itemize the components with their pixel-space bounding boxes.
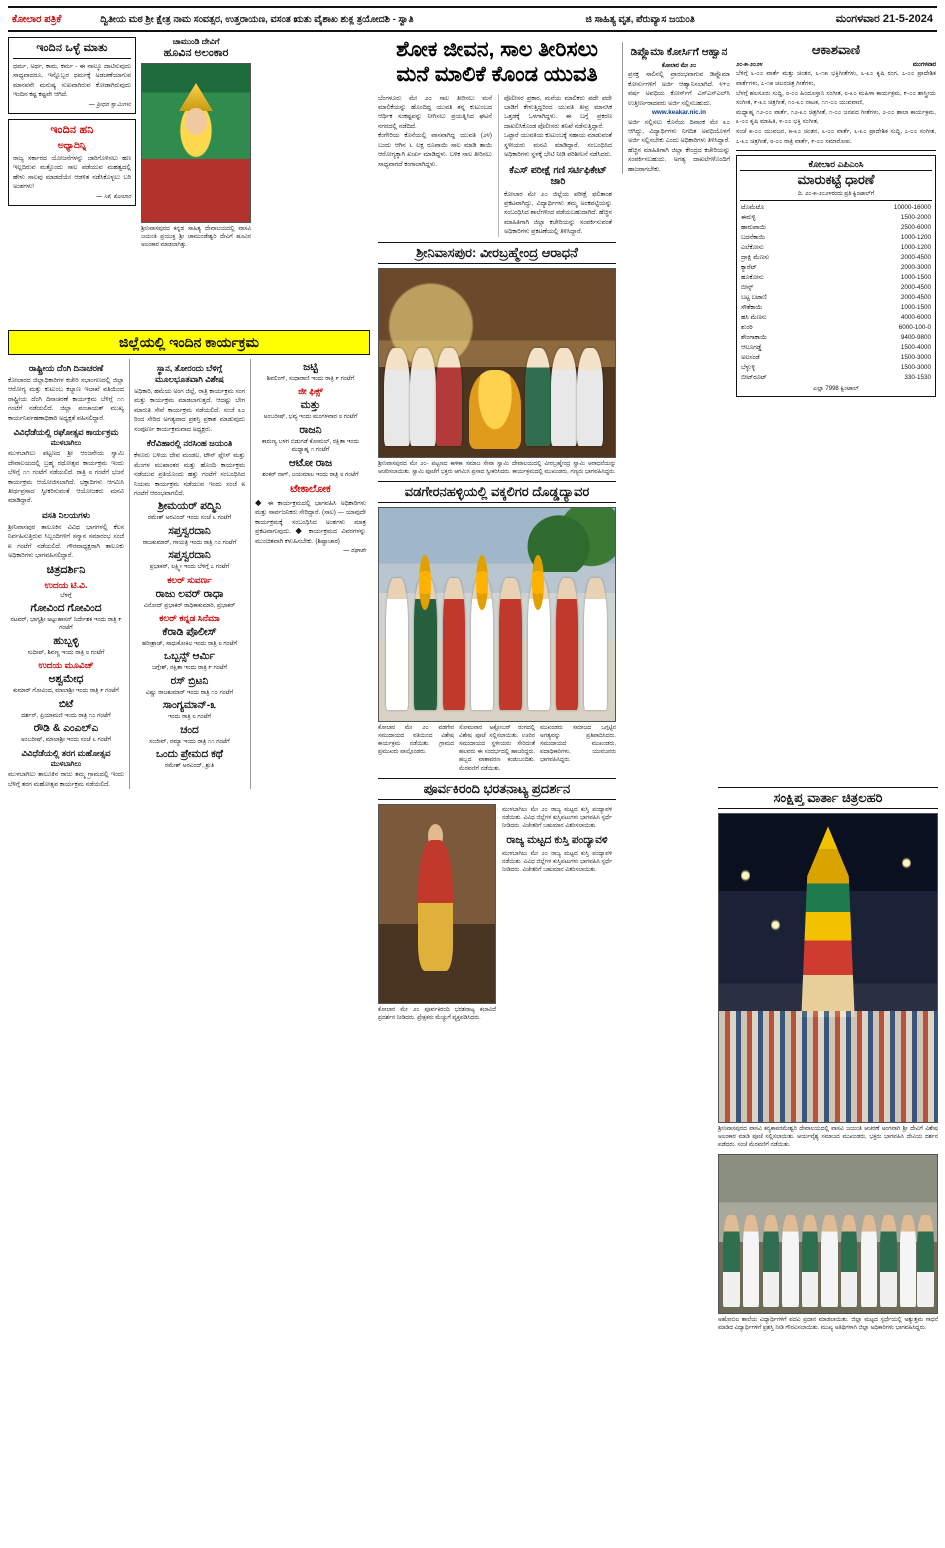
column-main-story xyxy=(378,36,616,1022)
deity-kicker: ಚಾಮುಂಡಿ ದೇವಿಗೆ xyxy=(172,37,220,46)
programmes-banner: ಜಿಲ್ಲೆಯಲ್ಲಿ ಇಂದಿನ ಕಾರ್ಯಕ್ರಮ xyxy=(8,330,370,355)
market-item-rate: 2000-4500 xyxy=(900,253,931,261)
good-word-text: ಧರ್ಮ, ಅರ್ಥ, ಕಾಮ, ಕರ್ಮ - ಈ ನಾಲ್ಕೂ ದಾಟಿಸುವುದು ಸಾಧ್ಯವಾದರೂ, ಇನ್ನೊಬ್ಬರ ಧರ್ಮಕ್ಕೆ ಅಡಚಣೆಯಾಗುವ ಮಾನವನೇ ಮನುಷ್ಯ ಸುಖವಾಗಿರುವ ಕೋಡಾಗಿರುವುದು ಇಂದಿನ ಕಷ್ಟ ಕಷ್ಟವೇ ಆಗಿದೆ. xyxy=(13,63,131,99)
movie-12: ರಸ್ ಬ್ರಿಟನಿ xyxy=(170,674,209,687)
tv-channel-1: ಉದಯ ಟಿ.ವಿ. xyxy=(44,579,88,590)
market-item-name: ಆಲೂಗಡ್ಡೆ xyxy=(741,343,762,351)
person-figure xyxy=(743,1215,759,1307)
daily-drop-subtitle: ಅಧ್ಯಾದಿನ್ನಿ xyxy=(57,139,87,150)
person-figure xyxy=(436,348,462,446)
movie-7-meta: ರಾಜಕುಮಾರ್, ಗಾಯತ್ರಿ ಇಂದು ರಾತ್ರಿ ೧೦ ಗಂಟೆಗೆ xyxy=(142,539,237,546)
movie-2-meta: ಸುದೀಪ್, ಶಿವಣ್ಣ ಇಂದು ರಾತ್ರಿ ೮ ಗಂಟೆಗೆ xyxy=(27,649,105,656)
chariot-photo xyxy=(718,813,938,1123)
market-item-name: ಈರುಳ್ಳಿ xyxy=(741,213,756,221)
table-row xyxy=(740,253,932,263)
person-figure xyxy=(443,578,465,710)
market-item-rate: 2000-3000 xyxy=(900,263,931,271)
brief-band-title: ಸಂಕ್ಷಿಪ್ತ ವಾರ್ತಾ ಚಿತ್ರಲಹರಿ xyxy=(718,787,938,809)
person-figure xyxy=(861,1215,877,1307)
market-item-name: ಹೂಕೋಸು xyxy=(741,273,764,281)
table-row xyxy=(740,213,932,223)
movie-17: ಮತ್ತು xyxy=(300,399,321,412)
market-item-name: ಬೀನ್ಸ್ xyxy=(741,283,754,291)
column-exam-news xyxy=(622,42,730,174)
movie-16-meta: ಶಿವಲಿಂಗ್, ಸುಧಾರಾಣಿ ಇಂದು ರಾತ್ರಿ ೯ ಗಂಟೆಗೆ xyxy=(266,376,355,382)
market-item-name: ಹಾರುಪಾಯಿ xyxy=(741,223,766,231)
column-radio-market xyxy=(736,42,936,402)
tv-channel-3: ಕಲರ್ ಸುವರ್ಣ xyxy=(167,574,212,585)
market-item-rate: 1500-4000 xyxy=(900,343,931,351)
masthead-center-text: ದ್ವಿತೀಯ ಮಠ ಶ್ರೀ ಕ್ಷೇತ್ರ ನಾಮ ಸಂವತ್ಸರ, ಉತ್ತರಾಯಣ, ವಸಂತ ಋತು ವೈಶಾಖ ಶುಕ್ಲ ತ್ರಯೋದಶಿ - ಸ್ವಾತಿ xyxy=(100,13,414,25)
akashavani-line-1: ಬೆಳಿಗ್ಗೆ ೬-೦೦ ವಾರ್ತೆ ಮತ್ತು ಚಿಂತನ, ೬-೧೫ ಭಕ್ತಿಗೀತೆಗಳು, ೬-೩೦ ಕೃಷಿ ರಂಗ, ೭-೦೦ ಪ್ರಾದೇಶಿಕ ವಾರ್ತೆಗಳು, ೭-೧೫ ಚಲನಚಿತ್ರ ಗೀತೆಗಳು, xyxy=(736,70,936,87)
garland-shape xyxy=(419,555,431,610)
market-item-name: ಎಲೆಕೋಸು xyxy=(741,243,764,251)
wedding-caption-3: ಮುಖಂಡರು ಸಮಾಜದ ಒಗ್ಗಟ್ಟಿನ ಅಗತ್ಯವನ್ನು ಪ್ರತಿಪಾದಿಸಿದರು. ಸಮುದಾಯದ ಮುಖಂಡರು, ಪದಾಧಿಕಾರಿಗಳು, ಯುವಜನರು ಭಾಗವಹಿಸಿದ್ದರು. xyxy=(540,725,616,764)
movie-1: ಗೋವಿಂದ ಗೋವಿಂದ xyxy=(30,601,102,614)
programmes-section xyxy=(8,330,370,789)
table-row xyxy=(740,263,932,273)
exam-p2: ಅರ್ಜಿ ಸಲ್ಲಿಸಲು ಕೊನೆಯ ದಿನಾಂಕ ಮೇ ೩೦ ಆಗಿದ್ದು, ವಿದ್ಯಾರ್ಥಿಗಳು ನಿಗದಿತ ಅವಧಿಯೊಳಗೆ ಅರ್ಜಿ ಸಲ್ಲಿಸಬೇಕು ಎಂದು ಅಧಿಕಾರಿಗಳು ತಿಳಿಸಿದ್ದಾರೆ. xyxy=(628,118,730,145)
person-figure xyxy=(802,1215,818,1307)
market-box xyxy=(736,155,936,396)
market-subtitle-big: ಮಾರುಕಟ್ಟೆ ಧಾರಣೆ xyxy=(797,172,875,188)
exam-website-link[interactable]: www.keakar.nic.in xyxy=(651,109,706,117)
deity-title: ಹೂವಿನ ಅಲಂಕಾರ xyxy=(163,47,229,59)
akashavani-day: ಮಂಗಳವಾರ xyxy=(912,62,936,68)
market-item-rate: 9400-9800 xyxy=(900,333,931,341)
market-item-rate: 2000-4500 xyxy=(900,293,931,301)
lamp-icon xyxy=(902,857,911,869)
programmes-col-b xyxy=(129,359,245,789)
movie-8: ಸಪ್ತಸ್ವರದಾನಿ xyxy=(168,549,211,562)
exam-headline: ಡಿಪ್ಲೊಮಾ ಕೋರ್ಸಿಗೆ ಆಹ್ವಾನ xyxy=(630,46,728,58)
market-item-name: ಬದನೆಕಾಯಿ xyxy=(741,233,765,241)
person-figure xyxy=(723,1215,739,1307)
market-item-rate: 1000-1200 xyxy=(900,243,931,251)
prog-head-2: ವಿವಿಧೆಡೆಯಲ್ಲಿ ರಘೋತ್ಸವ ಕಾರ್ಯಕ್ರಮ xyxy=(13,427,119,438)
deity-photo-caption: ಶ್ರೀನಿವಾಸಪುರದ ಕನ್ನಡ ಸಾಹಿತ್ಯ ದೇವಾಲಯದಲ್ಲಿ ವಾಸವಿ ಜಯಂತಿ ಪ್ರಯುಕ್ತ ಶ್ರೀ ಚಾಮುಂಡೇಶ್ವರಿ ದೇವಿಗೆ ಹೂವಿನ ಅಲಂಕಾರ ಮಾಡಲಾಗಿತ್ತು. xyxy=(141,226,251,249)
masthead-date: ಮಂಗಳವಾರ 21-5-2024 xyxy=(835,12,934,25)
main-p4: ಒಟ್ಟಾರೆ ಯುವತಿಯ ಕುಟುಂಬಕ್ಕೆ ಸಹಾಯ ಮಾಡುವಂತೆ ಸ್ಥಳೀಯರು ಮನವಿ ಮಾಡಿದ್ದಾರೆ. ಸಂಬಂಧಿಸಿದ ಅಧಿಕಾರಿಗಳು ಸ್ಥಳಕ್ಕೆ ಭೇಟಿ ನೀಡಿ ಪರಿಶೀಲನೆ ನಡೆಸಿದರು. xyxy=(504,132,612,159)
story2-headline: ಕೆಎಸ್ ಪರೀಕ್ಷೆ ಗಣಿ ಸರ್ಟಿಫಿಕೇಟ್ ಜಾರಿ xyxy=(509,164,607,187)
movie-12-meta: ವಿಷ್ಣು ರಾಜಕುಮಾರ್ ಇಂದು ರಾತ್ರಿ ೧೦ ಗಂಟೆಗೆ xyxy=(145,689,234,696)
movie-13-meta: ಇಂದು ರಾತ್ರಿ ೮ ಗಂಟೆಗೆ xyxy=(168,714,211,721)
movie-14-meta: ಸಂಜೀವ್, ರಮ್ಯಾ ಇಂದು ರಾತ್ರಿ ೧೧ ಗಂಟೆಗೆ xyxy=(149,738,230,745)
good-word-box xyxy=(8,37,136,114)
table-row xyxy=(740,343,932,353)
prog-sub-5: ಮುಳಬಾಗಿಲು xyxy=(50,761,82,769)
market-item-rate: 1500-2000 xyxy=(900,213,931,221)
movie-6-meta: ರಮೇಶ್ ಅರವಿಂದ್ ಇಂದು ಸಂಜೆ ೬ ಗಂಟೆಗೆ xyxy=(147,515,232,522)
idol-shape xyxy=(469,370,521,449)
prog-head-3: ವಸತಿ ನಿಲಯಗಳು xyxy=(41,509,91,520)
person-figure xyxy=(384,348,410,446)
temple-photo xyxy=(378,268,616,458)
movie-3-meta: ಕುಮಾರ್ ಗೋವಿಂದ, ಮಾಲಾಶ್ರೀ ಇಂದು ರಾತ್ರಿ ೯ ಗಂಟೆಗೆ xyxy=(13,688,119,695)
movie-10-meta: ಹರೀಶ್ರಾಜ್, ಸಾಧುಕೋಕಿಲ ಇಂದು ರಾತ್ರಿ ೮ ಗಂಟೆಗೆ xyxy=(142,640,237,647)
good-word-sign: — ಶ್ರೀಧರ ಸ್ವಾಮಿಗಳು xyxy=(88,101,131,108)
divider xyxy=(13,58,131,59)
akashavani-line-3: ಮಧ್ಯಾಹ್ನ ೧೨-೦೦ ವಾರ್ತೆ, ೧೨-೩೦ ಚಿತ್ರಗೀತೆ, ೧-೦೦ ಜನಪದ ಗೀತೆಗಳು, ೨-೦೦ ಶಾಲಾ ಕಾರ್ಯಕ್ರಮ, ೩-೦೦ ಕೃಷಿ ಮಾಹಿತಿ, ೪-೦೦ ಭಕ್ತಿ ಸಂಗೀತ, xyxy=(736,108,936,126)
movie-13: ಸಾಂಗ್ಯಮಾನ್-೩ xyxy=(162,699,217,712)
movie-2: ಹುಬ್ಬಳ್ಳಿ xyxy=(53,634,79,647)
prog-head-5: ವಿವಿಧೆಡೆಯಲ್ಲಿ ತರಗ ಮಹೋತ್ಸವ xyxy=(21,748,111,759)
daily-drop-box xyxy=(8,119,136,206)
movie-18-meta: ಕಾರುಣ್ಯ ಬಳಗ ಬಿಡುಗಡೆ ಕೋಮಲ್, ರಕ್ಷಿತಾ ಇಂದು ಮಧ್ಯಾಹ್ನ ೧ ಗಂಟೆಗೆ xyxy=(261,438,360,454)
movie-16: ಜಟ್ಟಿ xyxy=(303,361,318,373)
wedding-photo xyxy=(378,507,616,722)
table-row xyxy=(740,363,932,373)
chariot-shape xyxy=(791,826,865,1017)
akashavani-date: ೨೦-೫-೨೦೨೪ xyxy=(736,62,763,68)
market-item-rate: 6000-100-0 xyxy=(898,323,931,331)
tv-time-1: ಬೆಳಿಗ್ಗೆ xyxy=(60,592,72,599)
market-item-name: ಕ್ಯಾರೆಟ್ xyxy=(741,263,757,271)
exam-p1: ಪ್ರಸಕ್ತ ಸಾಲಿನಲ್ಲಿ ಪ್ರಾರಂಭವಾಗುವ ಡಿಪ್ಲೊಮಾ ಕೋರ್ಸುಗಳಿಗೆ ಅರ್ಜಿ ಆಹ್ವಾನಿಸಲಾಗಿದೆ. ೪+೦ ವರ್ಷ ಅವಧಿಯ ಕೋರ್ಸ್‌ಗೆ ಎಸ್ಎಸ್ಎಲ್‌ಸಿ ಉತ್ತೀರ್ಣರಾದವರು ಅರ್ಜಿ ಸಲ್ಲಿಸಬಹುದು. xyxy=(628,71,730,107)
movie-5: ರೌಡಿ & ಎಂಎಲ್ಎ xyxy=(33,721,99,734)
person-figure xyxy=(841,1215,857,1307)
table-row xyxy=(740,373,932,383)
main-p1: ಬೆಂಗಳೂರು ಮೇ ೨೦ ಸಾಲ ತೀರಿಸಲು ಮನೆ ಮಾಲಿಕೆಯನ್ನು ಹೊಂದಿದ್ದ ಯುವತಿ ತನ್ನ ಕುಟುಂಬದ ಆರ್ಥಿಕ ಸಂಕಷ್ಟವನ್ನು ನೀಗಿಸಲು ಪ್ರಯತ್ನಿಸಿದ ಘಟನೆ ನಗರದಲ್ಲಿ ನಡೆದಿದೆ. xyxy=(378,94,492,130)
wedding-caption-1: ಕೋಲಾರ ಮೇ ೨೦ ವಡಗೇರ ಸಮುದಾಯದ ವತಿಯಿಂದ ವಿಶೇಷ ಕಾರ್ಯಕ್ರಮ ನಡೆಯಿತು. ಗ್ರಾಮದ ಪ್ರಮುಖರು ಪಾಲ್ಗೊಂಡರು. xyxy=(378,725,454,756)
tv-channel-5: ಜೀ ಫಿಕ್ಸ್ xyxy=(298,386,323,397)
masthead-center-text-2: ಜಿ ಸಾಹಿತ್ಯ ವೃತ, ಪೆರುವ್ಯಾಸ ಜಯಂತಿ xyxy=(585,13,695,25)
table-row xyxy=(740,333,932,343)
col3-text-1: ಅಧಿಕಾರಿ, ಹಮೆಯ ಅಂಗ ಜಿಲ್ಲೆ, ರಾತ್ರಿ ಕಾರ್ಯಕ್ರಮ ಸಂಗ ಮತ್ತು ಕಾರ್ಯಕ್ರಮ ಮಾಡಲಾಗುತ್ತದೆ. ಆದಷ್ಟು ಬೇಗ ಮಾರುತಿ ಸೇವೆ ಕಾರ್ಯಕ್ರಮ ನಡೆಯಲಿದೆ. ಸಂಜೆ ೩೦ ರಿಂದ ಸೇರಿದ ಅಗತ್ಯವಾದ ಪ್ರಶಸ್ತಿ ಪ್ರಕಾಶ ಮಾಡುವುದು ಸಂಪೂರ್ಣ ಕಾರ್ಯಕ್ರಮವಾದ ಅಧ್ಯಕ್ಷರು. xyxy=(134,388,245,433)
programmes-col-a xyxy=(8,359,124,789)
paper-name: ಕೋಲಾರ ಪತ್ರಿಕೆ xyxy=(12,13,62,25)
market-item-rate: 330-1530 xyxy=(904,373,931,381)
group-photo-caption: ಅಹೋಬಿಲ ಶಾಲೆಯ ವಿದ್ಯಾರ್ಥಿಗಳಿಗೆ ಪದವಿ ಪ್ರದಾನ ಮಾಡಲಾಯಿತು. ಜಿಲ್ಲಾ ಮಟ್ಟದ ಸ್ಪರ್ಧೆಯಲ್ಲಿ ಅತ್ಯುತ್ತಮ ಸಾಧನೆ ಮಾಡಿದ ವಿದ್ಯಾರ್ಥಿಗಳಿಗೆ ಪ್ರಶಸ್ತಿ ನೀಡಿ ಗೌರವಿಸಲಾಯಿತು. ಮುಖ್ಯ ಅತಿಥಿಗಳಾಗಿ ಜಿಲ್ಲಾ ಅಧಿಕಾರಿಗಳು ಭಾಗವಹಿಸಿದ್ದರು. xyxy=(718,1317,938,1332)
table-row xyxy=(740,203,932,213)
lamp-icon xyxy=(771,919,780,931)
tv-channel-2: ಉದಯ ಮೂವಿಜ್ xyxy=(38,660,94,671)
person-figure xyxy=(551,348,577,446)
movie-8-meta: ಪ್ರಭಾಕರ್, ಲಕ್ಷ್ಮೀ ಇಂದು ಬೆಳಿಗ್ಗೆ ೭ ಗಂಟೆಗೆ xyxy=(149,564,230,571)
akashavani-line-2: ಬೆಳಗ್ಗೆ ಹಲಸೂರು ಸುದ್ದಿ, ೮-೦೦ ಹಿಂದೂಸ್ತಾನಿ ಸಂಗೀತ, ೮-೩೦ ಮಹಿಳಾ ಕಾರ್ಯಕ್ರಮ, ೯-೦೦ ಶಾಸ್ತ್ರೀಯ ಸಂಗೀತ, ೯-೩೦ ಚಿತ್ರಗೀತೆ, ೧೦-೩೦ ನಾಟಕ, ೧೧-೦೦ ಯುವವಾಣಿ, xyxy=(736,89,936,107)
crown-shape xyxy=(179,83,214,111)
movie-4-meta: ದರ್ಶನ್, ಪ್ರಿಯಾಮಣಿ ಇಂದು ರಾತ್ರಿ ೧೦ ಗಂಟೆಗೆ xyxy=(21,712,111,719)
dancer-body-shape xyxy=(418,840,453,971)
market-item-name: ಶುಂಠಿ xyxy=(741,323,753,331)
chariot-caption: ಶ್ರೀನಿವಾಸಪುರದ ವಾಸವಿ ಕನ್ಯಕಾಪರಮೇಶ್ವರಿ ದೇವಾಲಯದಲ್ಲಿ ವಾಸವಿ ಜಯಂತಿ ಆಚರಣೆ ಅಂಗವಾಗಿ ಶ್ರೀ ದೇವಿಗೆ ವಿಶೇಷ ಅಲಂಕಾರ ಮಾಡಿ ಪೂಜೆ ಸಲ್ಲಿಸಲಾಯಿತು. ಆರ್ಯವೈಶ್ಯ ಸಮಾಜದ ಮುಖಂಡರು, ಭಕ್ತರು ಭಾಗವಹಿಸಿ ದೇವಿಯ ದರ್ಶನ ಪಡೆದರು. ಸಂಜೆ ಮೆರವಣಿಗೆ ನಡೆಯಿತು. xyxy=(718,1126,938,1149)
market-unit-note: ದಿ. ೨೦-೫-೨೦೨೪ರಂದು ಪ್ರತಿ ಕ್ವಿಂಟಾಲ್‌ಗೆ xyxy=(740,190,932,200)
market-item-rate: 1000-1200 xyxy=(900,233,931,241)
brief-news-section xyxy=(718,782,938,1333)
market-item-name: ಸೌತೆಕಾಯಿ xyxy=(741,303,763,311)
movie-17-meta: ಅಂಬರೀಷ್, ಭವ್ಯ ಇಂದು ಮಂಗಳವಾರ ೮ ಗಂಟೆಗೆ xyxy=(263,414,358,421)
tekaloka-head: ಟೇಕಾಲೋಕ xyxy=(290,482,331,495)
wrestling-intro: ಮುಳಬಾಗಿಲು ಮೇ ೨೦ ರಾಜ್ಯ ಮಟ್ಟದ ಕುಸ್ತಿ ಪಂದ್ಯಾವಳಿ ನಡೆಯಿತು. ವಿವಿಧ ಜಿಲ್ಲೆಗಳ ಕುಸ್ತಿಪಟುಗಳು ಭಾಗವಹಿಸಿ ಸ್ಪರ್ಧೆ ನೀಡಿದರು. ವಿಜೇತರಿಗೆ ಬಹುಮಾನ ವಿತರಿಸಲಾಯಿತು. xyxy=(502,806,612,829)
movie-15-meta: ರಮೇಶ್ ಅರವಿಂದ್, ಶ್ರುತಿ xyxy=(164,762,215,769)
dancer-photo xyxy=(378,804,496,1004)
movie-19: ಆಟೋ ರಾಜ xyxy=(288,456,333,469)
movie-7: ಸಪ್ತಸ್ವರದಾನಿ xyxy=(168,524,211,537)
tekaloka-text: ◆ ಈ ಕಾರ್ಯಕ್ರಮದಲ್ಲಿ ಭಾಗವಹಿಸಿ ಅಧಿಕಾರಿಗಳು ಮತ್ತು ಸಾರ್ವಜನಿಕರು ಸೇರಿದ್ದಾರೆ. (ಸಾಲ) — ಯಾವುದೇ ಕಾರ್ಯಕ್ರಮಕ್ಕೆ ಸಂಬಂಧಿಸಿದ ಅಂಶಗಳು ಮಾತ್ರ ಪ್ರಕಟವಾಗುವುದು. ◆ ಕಾರ್ಯಕ್ರಮದ ವಿವರಗಳನ್ನು ಮುಂಚಿತವಾಗಿ ಕಳುಹಿಸಬೇಕು. (ಶಿಷ್ಟಾಚಾರ) xyxy=(255,499,366,545)
exam-p3: ಹೆಚ್ಚಿನ ಮಾಹಿತಿಗಾಗಿ ಜಿಲ್ಲಾ ಕೇಂದ್ರದ ಕಚೇರಿಯನ್ನು ಸಂಪರ್ಕಿಸಬಹುದು. ಅಗತ್ಯ ದಾಖಲೆಗಳೊಂದಿಗೆ ಹಾಜರಾಗಬೇಕು. xyxy=(628,146,730,173)
market-item-rate: 10000-16000 xyxy=(893,203,931,211)
table-row xyxy=(740,243,932,253)
market-item-name: ಬೀಟ್‌ರೂಟ್ xyxy=(741,373,767,381)
person-figure xyxy=(821,1215,837,1307)
market-item-rate: 2000-4500 xyxy=(900,283,931,291)
market-item-name: ಬೆಳ್ಳುಳ್ಳಿ xyxy=(741,363,756,371)
garland-shape xyxy=(476,555,488,610)
table-row xyxy=(740,293,932,303)
programmes-col-c xyxy=(250,359,366,789)
col3-text-2: ಕೆಳೂರು ಬಳಿಯ ದೇವ ಮಂಡಲ, ಟೌನ್ ಪ್ಲೇಸ್ ಮತ್ತು ಮೆಂಗಳ ಮುಖಾಂತರ ಮತ್ತು ಹೊಂದಿ ಕಾರ್ಯಕ್ರಮ ನಡೆಯುವ ಪ್ರತಿಯೊಂದು ಹತ್ತು ಗಂಟೆಗೆ ಸಂಬಂಧಿಸಿದ ನಿಯಮ ಕಾರ್ಯಕ್ರಮ ನಡೆಯುವ ಇಂದು ಸಂಜೆ ೫ ಗಂಟೆಗೆ ಆರಂಭವಾಗಲಿದೆ. xyxy=(134,452,245,497)
face-shape xyxy=(185,108,207,135)
temple-band-title: ಶ್ರೀನಿವಾಸಪುರ: ವೀರಬ್ರಹ್ಮೇಂದ್ರ ಆರಾಧನೆ xyxy=(378,242,616,264)
person-figure xyxy=(917,1215,933,1307)
person-figure xyxy=(556,578,578,710)
deity-photo xyxy=(141,63,251,223)
person-figure xyxy=(782,1215,798,1307)
movie-14: ಚಂದ xyxy=(180,723,199,736)
table-row xyxy=(740,303,932,313)
movie-3: ಅಶ್ವಮೇಧ xyxy=(48,673,84,686)
market-item-name: ಅಲಸಂಡೆ xyxy=(741,353,760,361)
divider xyxy=(736,150,936,151)
market-item-rate: 1500-3000 xyxy=(900,363,931,371)
prog-sub-2: ಮುಳಬಾಗಿಲು xyxy=(50,440,82,448)
table-row xyxy=(740,233,932,243)
wrestling-text: ಮುಳಬಾಗಿಲು ಮೇ ೨೦ ರಾಜ್ಯ ಮಟ್ಟದ ಕುಸ್ತಿ ಪಂದ್ಯಾವಳಿ ನಡೆಯಿತು. ವಿವಿಧ ಜಿಲ್ಲೆಗಳ ಕುಸ್ತಿಪಟುಗಳು ಭಾಗವಹಿಸಿ ಸ್ಪರ್ಧೆ ನೀಡಿದರು. ವಿಜೇತರಿಗೆ ಬಹುಮಾನ ವಿತರಿಸಲಾಯಿತು. xyxy=(502,850,612,874)
group-photo xyxy=(718,1154,938,1314)
movie-15: ಒಂದು ಪ್ರೇಮದ ಕಥೆ xyxy=(156,747,223,760)
person-figure xyxy=(577,348,603,446)
crowd-shape xyxy=(719,1011,937,1122)
table-row xyxy=(740,283,932,293)
story2-text: ಕೋಲಾರ ಮೇ ೨೦ ಜಿಲ್ಲೆಯ ಪರೀಕ್ಷೆ ಫಲಿತಾಂಶ ಪ್ರಕಟವಾಗಿದ್ದು, ವಿದ್ಯಾರ್ಥಿಗಳು ತಮ್ಮ ಅಂಕಪಟ್ಟಿಯನ್ನು ಸಂಬಂಧಿಸಿದ ಶಾಲೆಗಳಿಂದ ಪಡೆಯಬಹುದಾಗಿದೆ. ಹೆಚ್ಚಿನ ಮಾಹಿತಿಗಾಗಿ ಜಿಲ್ಲಾ ಕಚೇರಿಯನ್ನು ಸಂಪರ್ಕಿಸುವಂತೆ ಅಧಿಕಾರಿಗಳು ಪ್ರಕಟಣೆಯಲ್ಲಿ ತಿಳಿಸಿದ್ದಾರೆ. xyxy=(504,190,612,236)
person-figure xyxy=(410,348,436,446)
market-title: ಕೋಲಾರ ಎಪಿಎಂಸಿ xyxy=(740,159,932,171)
person-figure xyxy=(499,578,521,710)
movie-11: ಒಬ್ಬನ್ಸ್ ಆರ್ಮಿ xyxy=(164,650,215,663)
market-item-rate: 1000-1500 xyxy=(900,273,931,281)
market-item-rate: 2500-6000 xyxy=(900,223,931,231)
market-item-name: ಬಟ್ಟ ಬಟಾಣಿ xyxy=(741,293,767,301)
wedding-band-title: ವಡಗೇರನಹಳ್ಳಿಯಲ್ಲಿ ವಕ್ಕಲಿಗರ ದೊಡ್ಡದ್ಯಾವರ xyxy=(378,481,616,503)
prog-text-2: ಮುಳಬಾಗಿಲು ಪಟ್ಟಣದ ಶ್ರೀ ಆಂಜನೇಯ ಸ್ವಾಮಿ ದೇವಾಲಯದಲ್ಲಿ ಬ್ರಹ್ಮ ರಥೋತ್ಸವ ಕಾರ್ಯಕ್ರಮ ಇಂದು ಬೆಳಿಗ್ಗೆ ೧೧ ಗಂಟೆಗೆ ನಡೆಯಲಿದೆ. ರಾತ್ರಿ ೮ ಗಂಟೆಗೆ ಭಜನೆ ಕಾರ್ಯಕ್ರಮ ಆಯೋಜಿಸಲಾಗಿದೆ. ಭಕ್ತಾದಿಗಳು ಆಗಮಿಸಿ ತೀರ್ಥಪ್ರಸಾದ ಸ್ವೀಕರಿಸುವಂತೆ ಆಯೋಜಕರು ಮನವಿ ಮಾಡಿದ್ದಾರೆ. xyxy=(8,450,124,505)
daily-drop-title: ಇಂದಿನ ಹನಿ xyxy=(50,123,94,136)
wedding-caption-2: ಸೋಮವಾರ ಅಕ್ಟೋಬರ್ ರಂಗದಲ್ಲಿ ವಿಶೇಷ ಪೂಜೆ ಸಲ್ಲಿಸಲಾಯಿತು. ಊರಿನ ಸಮುದಾಯದ ಸ್ಥಳೀಯರು ಸೇರಿದಂತೆ ಹಲವರು ಈ ಸಂದರ್ಭದಲ್ಲಿ ಹಾಜರಿದ್ದರು. ಹಬ್ಬದ ವಾತಾವರಣ ಕಂಡುಬಂದಿತು. ಮೆರವಣಿಗೆ ನಡೆಯಿತು. xyxy=(459,725,535,772)
main-p2: ಕೆಂಗೇರಿಯ ಕೊನೆಯಲ್ಲಿ ವಾಸವಾಗಿದ್ದ ಯುವತಿ (೨೪) ಬಂದು ಆಗಿನ ೬ ಲಕ್ಷ ರೂಪಾಯಿ ಸಾಲ ಮಾಡಿ ತಾಯಿ ಆರೋಗ್ಯಕ್ಕಾಗಿ ಖರ್ಚು ಮಾಡಿದ್ದಳು. ಬಳಿಕ ಸಾಲ ತೀರಿಸಲು ಸಾಧ್ಯವಾಗದೆ ಕಂಗಾಲಾಗಿದ್ದಳು. xyxy=(378,132,492,168)
temple-photo-caption: ಶ್ರೀನಿವಾಸಪುರದ ಮೇ ೨೦- ಪಟ್ಟಣದ ಕಾಳಿಕಾ ಸಮಾಜ ಸೇವಾ ಸ್ವಾಮಿ ದೇವಾಲಯದಲ್ಲಿ ವೀರಬ್ರಹ್ಮೇಂದ್ರ ಸ್ವಾಮಿ ಆರಾಧನೆಯನ್ನು ಆಚರಿಸಲಾಯಿತು. ಸ್ವಾಮಿ ಪೂಜೆಗೆ ಭಕ್ತರು ಆಗಮಿಸಿ ಪ್ರಸಾದ ಸ್ವೀಕರಿಸಿದರು. ಕಾರ್ಯಕ್ರಮದಲ್ಲಿ ಮುಖಂಡರು, ಗಣ್ಯರು ಭಾಗವಹಿಸಿದ್ದರು. xyxy=(378,460,616,475)
movie-19-meta: ಶಂಕರ್ ನಾಗ್, ಜಯಮಾಲ ಇಂದು ರಾತ್ರಿ ೮ ಗಂಟೆಗೆ xyxy=(262,471,359,478)
market-total-note: ಎಲ್ಲಾ 7998 ಕ್ವಿಂಟಾಲ್ xyxy=(813,385,859,392)
movie-4: ಬಿಟೆ xyxy=(58,697,74,710)
main-p3: ಪೊಲೀಸರ ಪ್ರಕಾರ, ಮನೆಯ ಮಾಲಿಕರು ಪದೇ ಪದೇ ಬಾಡಿಗೆ ಕೇಳುತ್ತಿದ್ದರಿಂದ ಯುವತಿ ತೀವ್ರ ಮಾನಸಿಕ ಒತ್ತಡಕ್ಕೆ ಒಳಗಾಗಿದ್ದಳು. ಈ ಬಗ್ಗೆ ಪ್ರಕರಣ ದಾಖಲಿಸಿಕೊಂಡ ಪೊಲೀಸರು ತನಿಖೆ ನಡೆಸುತ್ತಿದ್ದಾರೆ. xyxy=(504,94,612,130)
lamp-icon xyxy=(741,869,750,881)
prog-text-5: ಮುಳಬಾಗಿಲು ತಾಲೂಕಿನ ರಾಜು ತಮ್ಮ ಗ್ರಾಮದಲ್ಲಿ ಇಂದು ಬೆಳಿಗ್ಗೆ ತರಗ ಮಹೋತ್ಸವ ಕಾರ್ಯಕ್ರಮ ನಡೆಯಲಿದೆ. xyxy=(8,771,124,788)
person-figure xyxy=(584,578,606,710)
good-word-title: ಇಂದಿನ ಒಳ್ಳೆ ಮಾತು xyxy=(36,42,108,54)
col3-head-1: ಸ್ಥಾನ, ತೋರಂದು ಬೆಳಿಗ್ಗೆ ಮೂಲಭೂತವಾಗಿ ವಿಶೇಷ xyxy=(155,363,224,384)
prog-text-3: ಶ್ರೀನಿವಾಸಪುರ ತಾಲೂಕಿನ ವಿವಿಧ ಭಾಗಗಳಲ್ಲಿ ಕೆಲಸ ನಿರ್ವಹಿಸುತ್ತಿರುವ ಸಿಬ್ಬಂದಿಗಳಿಗೆ ಸನ್ಮಾನ ಸಮಾರಂಭ ಸಂಜೆ ೫ ಗಂಟೆಗೆ ನಡೆಯಲಿದೆ. ಗೌರವಾಧ್ಯಕ್ಷರಾಗಿ ತಾಲೂಕು ಅಧಿಕಾರಿಗಳು ಭಾಗವಹಿಸಲಿದ್ದಾರೆ. xyxy=(8,523,124,560)
movie-5-meta: ಅಂಬರೀಷ್, ಮಾಲಾಶ್ರೀ ಇಂದು ಸಂಜೆ ೬ ಗಂಟೆಗೆ xyxy=(20,736,112,743)
market-item-name: ಹಸಿ ಮೆಣಸು xyxy=(741,313,767,321)
market-item-name: ದ್ರಾಕ್ಷಿ ಮೆಣಸು xyxy=(741,253,770,261)
prog-text-1: ಕೋಲಾರದ ಜಿಲ್ಲಾಧಿಕಾರಿಗಳ ಕಚೇರಿ ಸಭಾಂಗಣದಲ್ಲಿ ಜಿಲ್ಲಾ ಆರೋಗ್ಯ ಮತ್ತು ಕುಟುಂಬ ಕಲ್ಯಾಣ ಇಲಾಖೆ ವತಿಯಿಂದ ರಾಷ್ಟ್ರೀಯ ದೆಂಗಿ ದಿನಾಚರಣೆ ಕಾರ್ಯಕ್ರಮ ಬೆಳಿಗ್ಗೆ ೧೧ ಗಂಟೆಗೆ ನಡೆಯಲಿದೆ. ಜಿಲ್ಲಾ ಪಂಚಾಯತ್ ಮುಖ್ಯ ಕಾರ್ಯನಿರ್ವಹಣಾಧಿಕಾರಿ ಅಧ್ಯಕ್ಷತೆ ವಹಿಸಲಿದ್ದಾರೆ. xyxy=(8,377,124,422)
wrestling-head: ರಾಜ್ಯ ಮಟ್ಟದ ಕುಸ್ತಿ ಪಂದ್ಯಾವಳಿ xyxy=(506,833,608,846)
page-grid xyxy=(8,37,937,1537)
person-figure xyxy=(525,348,551,446)
daily-drop-sign: — ಸಿಕೆ, ಕೋಲಾರ xyxy=(96,193,131,200)
person-figure xyxy=(386,578,408,710)
table-row xyxy=(740,323,932,333)
dancer-band-title: ಪೂರ್ವಕಿರಂದಿ ಭರತನಾಟ್ಯ ಪ್ರದರ್ಶನ xyxy=(378,778,616,800)
akashavani-title: ಆಕಾಶವಾಣಿ xyxy=(811,42,861,57)
prog-head-1: ರಾಷ್ಟ್ರೀಯ ದೆಂಗಿ ದಿನಾಚರಣೆ xyxy=(28,363,104,373)
tekaloka-sign: — ರಘಾಶೇ xyxy=(343,548,366,555)
dancer-caption: ಕೋಲಾರ ಮೇ ೨೦ ಪೂರ್ವಕಿರಂದಿ ಭರತನಾಟ್ಯ ಕಲಾವಿದೆ ಪ್ರದರ್ಶನ ನೀಡಿದರು. ಪ್ರೇಕ್ಷಕರು ಮೆಚ್ಚುಗೆ ವ್ಯಕ್ತಪಡಿಸಿದರು. xyxy=(378,1006,496,1021)
daily-drop-text: ರಾಜ್ಯ ಸರ್ಕಾರದ ಯೋಜನೆಗಳನ್ನು ಜಾರಿಗೊಳಿಸಲು ಹಣ ಇಲ್ಲದಿರುವ ಮತ್ತೊಂದು ಸಾಲ ಪಡೆಯುವ ಮಹತ್ವದಲ್ಲಿ ಹೇಳು ಸಾಲವು ಮಾಡದೆಯೇ ಆಡಳಿತ ನಡೆಸಿಕೊಳ್ಳಲು ಬರಿ ಅಂಶಗಳು! xyxy=(13,154,131,191)
table-row xyxy=(740,353,932,363)
market-item-name: ಶೇಂಗಾಕಾಯಿ xyxy=(741,333,767,341)
market-table xyxy=(740,203,932,383)
movie-1-meta: ನಟವರ್, ಭಾಗ್ಯಶ್ರೀ ಅಟ್ಟುಹಾಸನ್ ನಿರ್ದೇಶಕ ಇಂದು ರಾತ್ರಿ ೯ ಗಂಟೆಗೆ xyxy=(10,616,122,632)
movie-9-meta: ವಿನೋದ್ ಪ್ರಭಾಕರ್ ರಾಧಿಕಾಕುಮಾರಿ, ಪ್ರಭಾಕರ್ xyxy=(143,602,236,609)
person-figure xyxy=(763,1215,779,1307)
person-figure xyxy=(880,1215,896,1307)
table-row xyxy=(740,273,932,283)
main-headline: ಶೋಕ ಜೀವನ, ಸಾಲ ತೀರಿಸಲು ಮನೆ ಮಾಲಿಕೆ ಕೊಂಡ ಯುವತಿ xyxy=(396,38,598,86)
movie-6: ಶ್ರೀಮಯರ್ ಪದ್ಮಿನಿ xyxy=(157,500,222,513)
masthead xyxy=(8,6,937,32)
table-row xyxy=(740,223,932,233)
exam-dateline: ಕೋಲಾರ ಮೇ ೨೦ xyxy=(661,63,697,69)
akashavani-line-4: ಸಂಜೆ ೫-೦೦ ಯುವಜನ, ೫-೩೦ ಚಿಂತನ, ೬-೦೦ ವಾರ್ತೆ, ೬-೩೦ ಪ್ರಾದೇಶಿಕ ಸುದ್ದಿ, ೭-೦೦ ಸಂಗೀತ, ೭-೩೦ ಚಿತ್ರಗೀತೆ, ೮-೦೦ ರಾತ್ರಿ ವಾರ್ತೆ, ೯-೦೦ ಸಮಾರೋಪ. xyxy=(736,128,936,145)
market-item-rate: 1500-3000 xyxy=(900,353,931,361)
market-item-name: ಟೊಮೆಟೊ xyxy=(741,203,765,211)
table-row xyxy=(740,313,932,323)
tv-section-title: ಚಿತ್ರದರ್ಶಿನಿ xyxy=(46,563,86,576)
movie-11-meta: ಜಗ್ಗೇಶ್, ರಕ್ಷಿತಾ ಇಂದು ರಾತ್ರಿ ೯ ಗಂಟೆಗೆ xyxy=(151,665,228,672)
movie-18: ರಾಜನಿ xyxy=(299,423,322,436)
movie-10: ಕೆರಾಡಿ ಪೊಲೀಸ್ xyxy=(162,625,217,638)
market-item-rate: 1000-1500 xyxy=(900,303,931,311)
col3-head-2: ಕೆರೆವಿಹಾರಲ್ಲಿ ನರಸಿಂಹ ಜಯಂತಿ xyxy=(146,438,233,449)
movie-9: ರಾಜು ಲವರ್ ರಾಧಾ xyxy=(155,587,224,600)
market-item-rate: 4000-6000 xyxy=(900,313,931,321)
person-figure xyxy=(900,1215,916,1307)
tv-channel-4: ಕಲರ್ ಕನ್ನಡ ಸಿನೆಮಾ xyxy=(159,612,220,623)
